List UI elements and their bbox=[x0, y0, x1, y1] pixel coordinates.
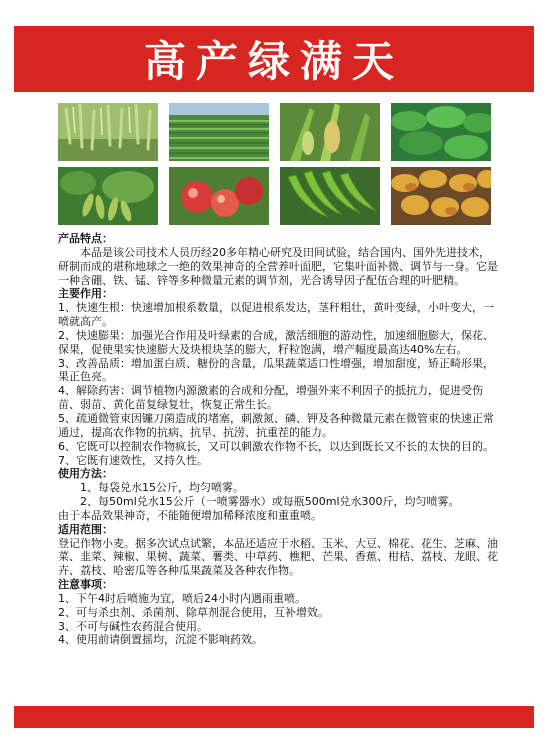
crop-photo-grid bbox=[58, 103, 490, 227]
features-heading: 产品特点： bbox=[58, 232, 113, 245]
effects-heading: 主要作用： bbox=[58, 287, 113, 301]
features-body: 本品是该公司技术人员历经20多年精心研究及田间试验，结合国内、国外先进技术，研制而成的堪称地球之一绝的效果神奇的全营养叶面肥，它集叶面补微、调节与一身。它是一种含硼、铁、锰、锌等多种微量元素的调节剂，光合诱导因子配伍合理的叶肥精。 bbox=[58, 245, 498, 287]
effect-item: 6、它既可以控制农作物疯长，又可以刺激农作物不长，以达到既长又不长的太快的目的。 bbox=[58, 439, 494, 453]
bananas-photo bbox=[280, 167, 380, 225]
corn-plants-photo bbox=[280, 103, 380, 161]
note-item: 1、下午4时后喷施为宜，喷后24小时内遇雨重喷。 bbox=[58, 591, 306, 605]
scope-heading: 适用范围： bbox=[58, 522, 113, 536]
soybean-pods-photo bbox=[58, 167, 158, 225]
apples-photo bbox=[169, 167, 269, 225]
usage-note: 由于本品效果神奇，不能随便增加稀释浓度和重重喷。 bbox=[58, 508, 322, 522]
leafy-crop-photo bbox=[391, 103, 491, 161]
notes-heading: 注意事项： bbox=[58, 578, 113, 592]
effect-item: 3、改善品质：增加蛋白质、糖份的含量，瓜果蔬菜适口性增强，增加甜度，矫正畸形果，果正色亮。 bbox=[58, 356, 494, 384]
scope-body: 登记作物小麦。据多次试点试繁，本品还适应于水稻、玉米、大豆、棉花、花生、芝麻、油菜、韭菜、辣椒、果树、蔬菜、薯类、中草药、樵粑、芒果、香蕉、柑桔、荔枝、龙眼、花卉、荔枝、哈密瓜等各种瓜果蔬菜及各种农作物。 bbox=[58, 536, 498, 578]
product-description bbox=[58, 232, 498, 647]
usage-item: 2、每50ml兑水15公斤（一喷雾器水）或每瓶500ml兑水300斤，均匀喷雾。 bbox=[80, 495, 460, 509]
mangoes-photo bbox=[391, 167, 491, 225]
effect-item: 2、快速膨果：加强光合作用及叶绿素的合成，激活细胞的游动性，加速细胞膨大，保花、保果，促使果实快速膨大及块根块茎的膨大，籽粒饱满，增产幅度最高达40%左右。 bbox=[58, 328, 494, 356]
footer-banner bbox=[14, 706, 534, 728]
effect-item: 7、它既有速效性，又持久性。 bbox=[58, 453, 208, 467]
effect-item: 1、快速生根：快速增加根系数量，以促进根系发达，茎秆粗壮，黄叶变绿，小叶变大，一喷就高产。 bbox=[58, 301, 494, 329]
usage-item: 1、每袋兑水15公斤，均匀喷雾。 bbox=[80, 481, 244, 495]
title-banner bbox=[14, 26, 534, 92]
note-item: 2、可与杀虫剂、杀菌剂、除草剂混合使用，互补增效。 bbox=[58, 605, 329, 619]
usage-heading: 使用方法： bbox=[58, 467, 113, 481]
note-item: 3、不可与碱性农药混合使用。 bbox=[58, 619, 208, 633]
rice-paddy-photo bbox=[169, 103, 269, 161]
effect-item: 4、解除药害：调节植物内源激素的合成和分配，增强外来不利因子的抵抗力，促进受伤苗、弱苗、黄化苗复绿复壮，恢复正常生长。 bbox=[58, 384, 483, 412]
note-item: 4、使用前请倒置摇均，沉淀不影响药效。 bbox=[58, 633, 263, 647]
poster-title: 高产绿满天 bbox=[143, 37, 404, 86]
effect-item: 5、疏通微管束因镰刀菌造成的堵塞，刺激氮、磷、钾及各种微量元素在微管束的快速正常通过，提高农作物的抗病、抗旱、抗涝、抗重茬的能力。 bbox=[58, 411, 494, 439]
wheat-field-photo bbox=[58, 103, 158, 161]
